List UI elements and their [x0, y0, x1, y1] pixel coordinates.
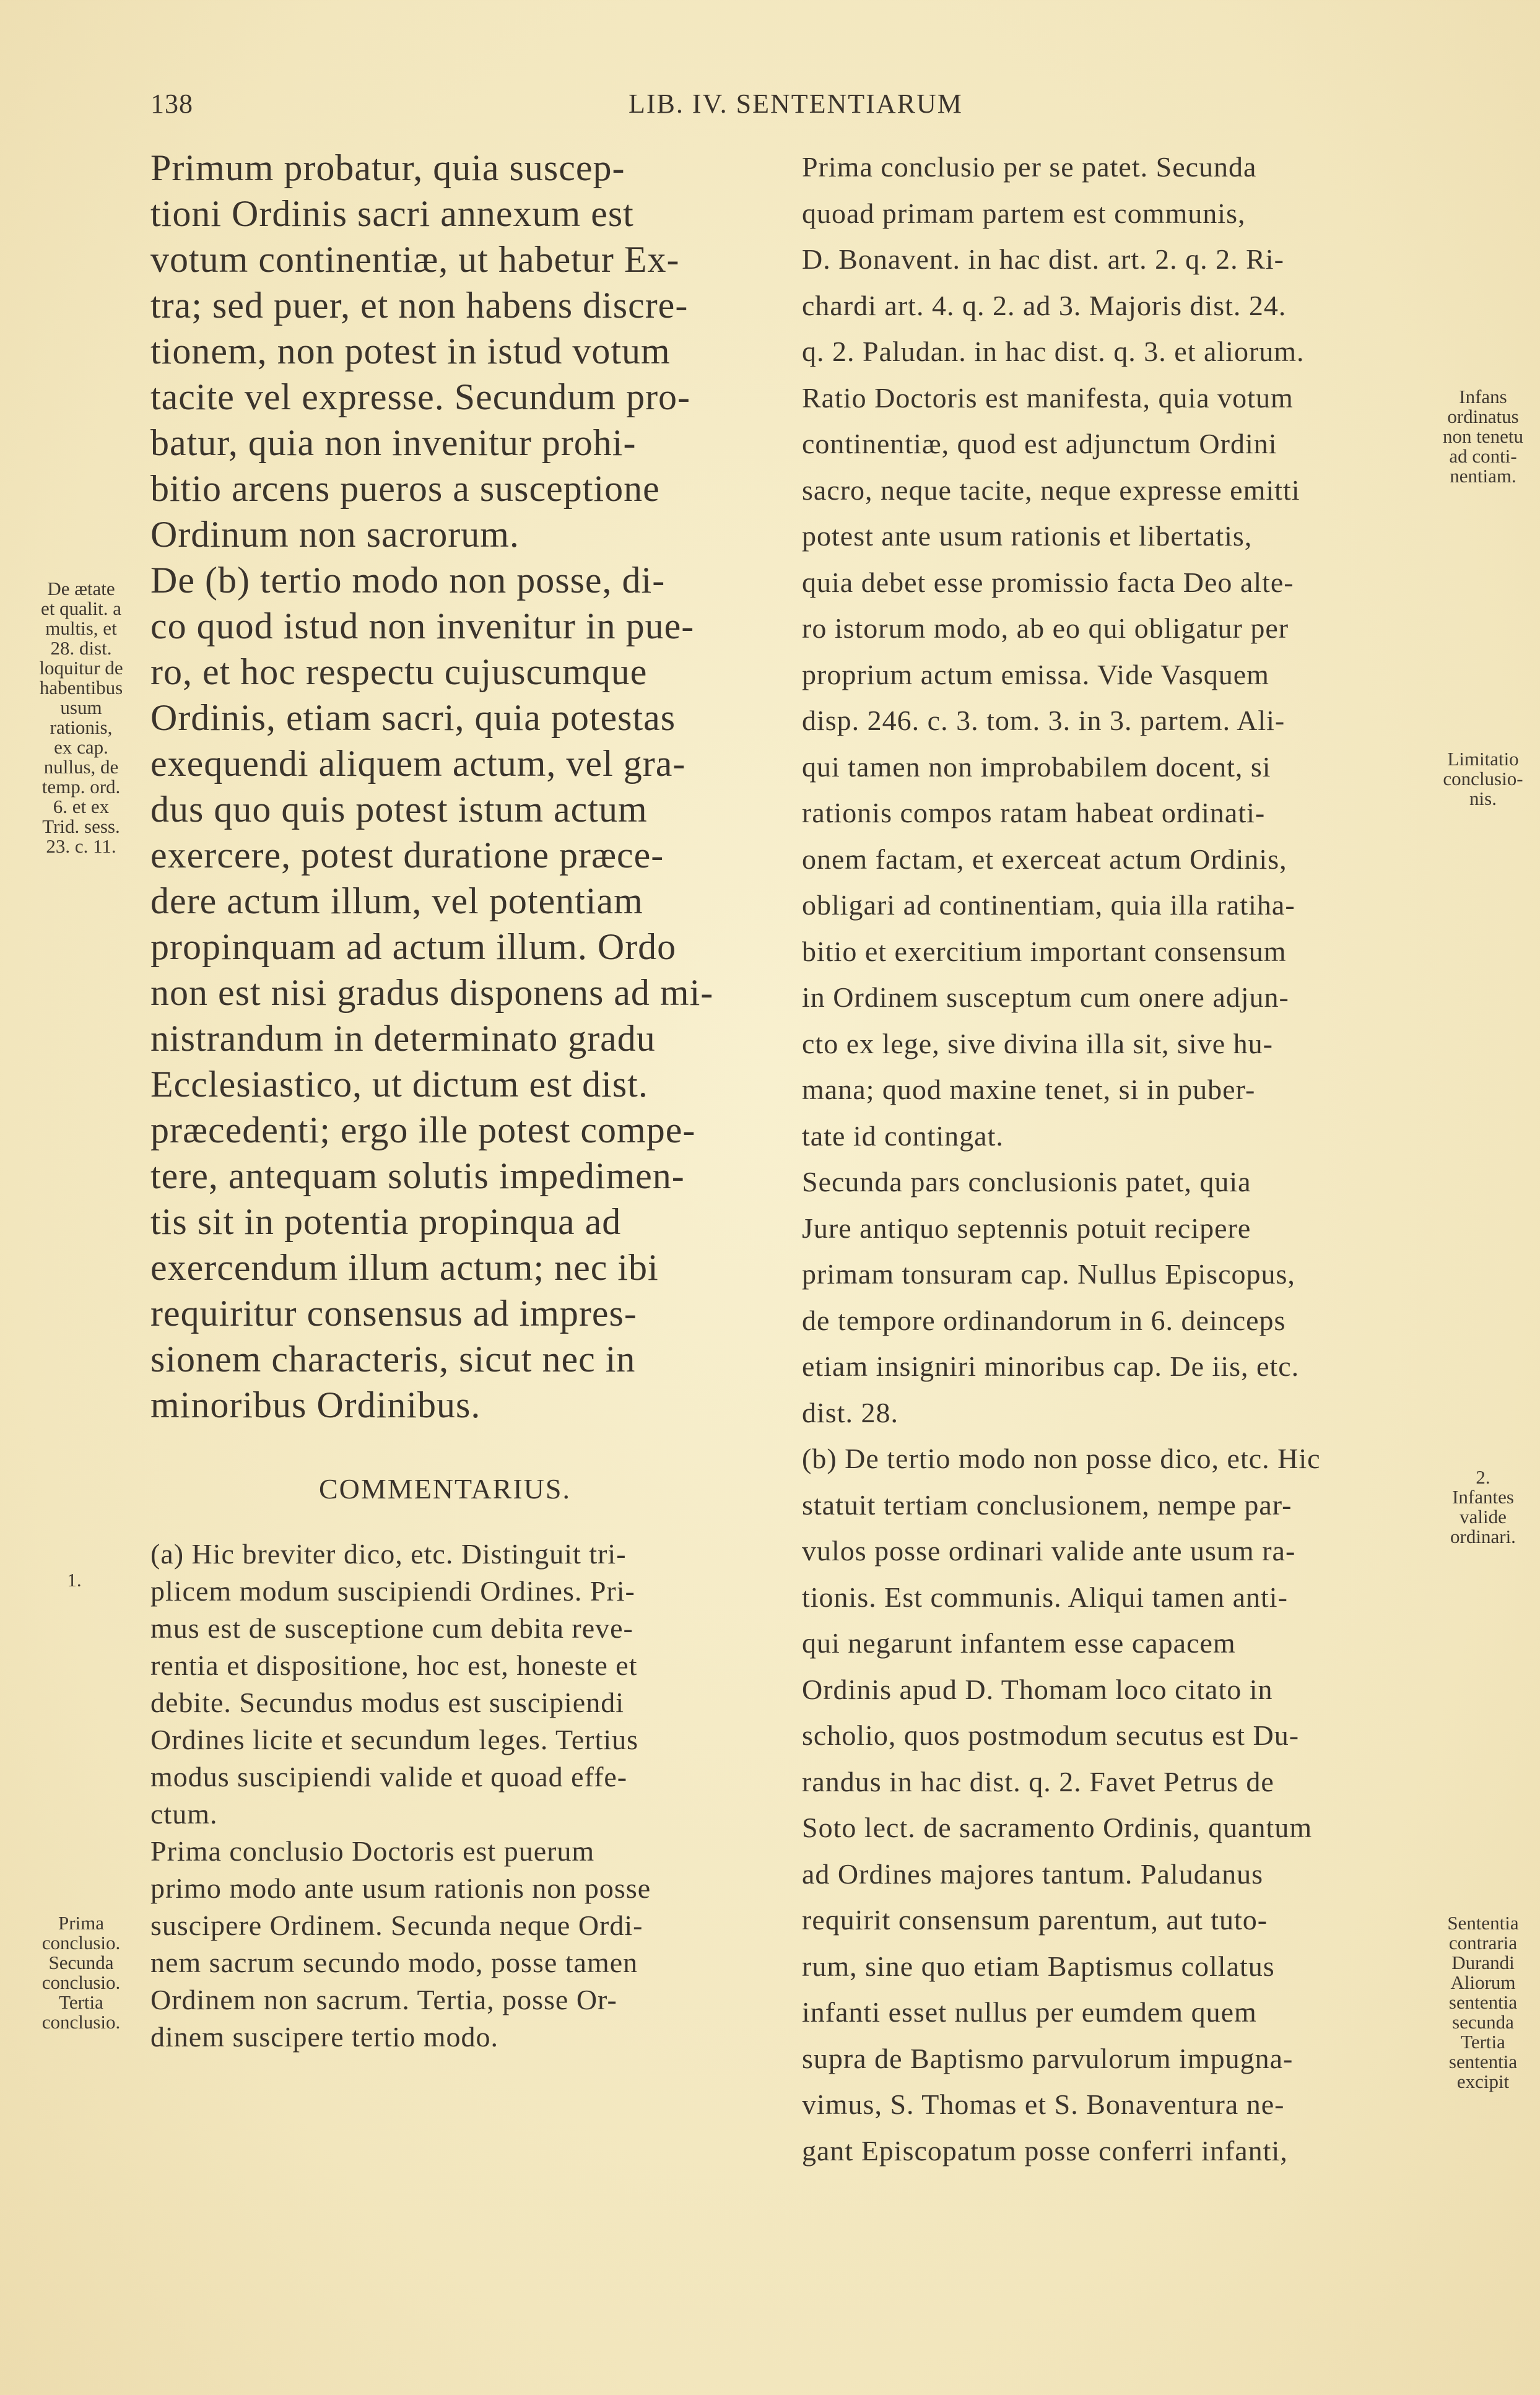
- text-line: (b) De tertio modo non posse dico, etc. Hic: [802, 1443, 1321, 1474]
- text-line: Prima conclusio Doctoris est puerum: [150, 1835, 595, 1867]
- text-line: mana; quod maxine tenet, si in puber-: [802, 1074, 1256, 1105]
- text-line: ad Ordines majores tantum. Paludanus: [802, 1858, 1264, 1890]
- text-line: tere, antequam solutis impedimen-: [150, 1155, 685, 1196]
- text-line: Jure antiquo septennis potuit recipere: [802, 1212, 1251, 1244]
- text-line: batur, quia non invenitur prohi-: [150, 422, 637, 463]
- text-line: debite. Secundus modus est suscipiendi: [150, 1687, 624, 1718]
- text-line: continentiæ, quod est adjunctum Ordini: [802, 428, 1277, 459]
- margin-note-left-1: De ætate et qualit. a multis, et 28. dist. loquitur de habentibus usum rationis, ex cap. nullus, de temp. ord. 6. et ex Trid. sess. 23. c. 11.: [39, 578, 123, 857]
- text-line: scholio, quos postmodum secutus est Du-: [802, 1719, 1300, 1751]
- text-line: tis sit in potentia propinqua ad: [150, 1201, 622, 1242]
- text-line: randus in hac dist. q. 2. Favet Petrus de: [802, 1765, 1274, 1797]
- text-line: de tempore ordinandorum in 6. deinceps: [802, 1304, 1286, 1336]
- text-line: De (b) tertio modo non posse, di-: [150, 560, 666, 601]
- text-line: sacro, neque tacite, neque expresse emitti: [802, 474, 1300, 506]
- text-line: qui tamen non improbabilem docent, si: [802, 750, 1271, 783]
- text-line: (a) Hic breviter dico, etc. Distinguit tri-: [150, 1538, 627, 1570]
- text-line: ro, et hoc respectu cujuscumque: [150, 651, 648, 692]
- text-line: tionem, non potest in istud votum: [150, 331, 671, 372]
- margin-note-right-4: Sententia contraria Durandi Aliorum sententia secunda Tertia sententia excipit: [1447, 1912, 1519, 2092]
- margin-note-right-1: Infans ordinatus non tenetu ad conti- nentiam.: [1443, 386, 1523, 487]
- text-line: minoribus Ordinibus.: [150, 1384, 481, 1425]
- text-line: ro istorum modo, ab eo qui obligatur per: [802, 612, 1289, 644]
- text-line: tioni Ordinis sacri annexum est: [150, 193, 634, 234]
- text-line: Ratio Doctoris est manifesta, quia votum: [802, 381, 1294, 414]
- text-line: exercere, potest duratione præce-: [150, 835, 664, 876]
- margin-note-left-number: 1.: [67, 1569, 82, 1591]
- text-line: tionis. Est communis. Aliqui tamen anti-: [802, 1581, 1288, 1613]
- text-line: Ordinis apud D. Thomam loco citato in: [802, 1673, 1273, 1705]
- text-line: Prima conclusio per se patet. Secunda: [802, 151, 1257, 183]
- text-line: rentia et dispositione, hoc est, honeste et: [150, 1650, 638, 1681]
- text-line: rum, sine quo etiam Baptismus collatus: [802, 1950, 1275, 1982]
- text-line: q. 2. Paludan. in hac dist. q. 3. et aliorum.: [802, 336, 1305, 367]
- text-line: votum continentiæ, ut habetur Ex-: [150, 239, 680, 280]
- text-line: propinquam ad actum illum. Ordo: [150, 926, 677, 967]
- text-line: sionem characteris, sicut nec in: [150, 1339, 636, 1380]
- text-line: requirit consensum parentum, aut tuto-: [802, 1904, 1268, 1936]
- text-line: cto ex lege, sive divina illa sit, sive hu-: [802, 1027, 1273, 1059]
- text-line: bitio arcens pueros a susceptione: [150, 468, 660, 509]
- text-line: Soto lect. de sacramento Ordinis, quantum: [802, 1812, 1313, 1843]
- text-line: exercendum illum actum; nec ibi: [150, 1247, 659, 1288]
- text-line: dere actum illum, vel potentiam: [150, 880, 643, 921]
- text-line: qui negarunt infantem esse capacem: [802, 1627, 1236, 1659]
- text-line: supra de Baptismo parvulorum impugna-: [802, 2042, 1294, 2074]
- text-line: proprium actum emissa. Vide Vasquem: [802, 658, 1269, 690]
- text-line: modus suscipiendi valide et quoad effe-: [150, 1761, 628, 1793]
- text-line: Secunda pars conclusionis patet, quia: [802, 1166, 1251, 1198]
- text-line: dinem suscipere tertio modo.: [150, 2021, 498, 2053]
- text-line: Ordinum non sacrorum.: [150, 514, 520, 555]
- text-line: primo modo ante usum rationis non posse: [150, 1872, 651, 1904]
- text-line: vulos posse ordinari valide ante usum ra-: [802, 1535, 1296, 1567]
- text-line: co quod istud non invenitur in pue-: [150, 606, 695, 646]
- text-line: nistrandum in determinato gradu: [150, 1018, 656, 1059]
- text-line: dist. 28.: [802, 1396, 898, 1428]
- running-head: LIB. IV. SENTENTIARUM: [629, 89, 963, 119]
- text-line: onem factam, et exerceat actum Ordinis,: [802, 843, 1287, 875]
- margin-note-right-3: 2. Infantes valide ordinari.: [1450, 1466, 1516, 1547]
- text-line: gant Episcopatum posse conferri infanti,: [802, 2134, 1288, 2167]
- text-line: quia debet esse promissio facta Deo alte-: [802, 566, 1294, 598]
- text-line: chardi art. 4. q. 2. ad 3. Majoris dist. 24.: [802, 289, 1287, 321]
- text-line: in Ordinem susceptum cum onere adjun-: [802, 981, 1289, 1013]
- page-number: 138: [150, 89, 193, 119]
- text-line: tacite vel expresse. Secundum pro-: [150, 376, 691, 417]
- text-line: bitio et exercitium important consensum: [802, 935, 1287, 967]
- text-line: Ordinis, etiam sacri, quia potestas: [150, 697, 676, 738]
- text-line: etiam insigniri minoribus cap. De iis, etc.: [802, 1350, 1300, 1382]
- text-line: infanti esset nullus per eumdem quem: [802, 1996, 1257, 2028]
- text-line: Ecclesiastico, ut dictum est dist.: [150, 1064, 648, 1105]
- text-line: præcedenti; ergo ille potest compe-: [150, 1110, 696, 1150]
- text-line: quoad primam partem est communis,: [802, 197, 1246, 229]
- margin-note-left-2: Prima conclusio. Secunda conclusio. Tertia conclusio.: [41, 1912, 121, 2033]
- text-line: mus est de susceptione cum debita reve-: [150, 1612, 633, 1644]
- text-line: potest ante usum rationis et libertatis,: [802, 520, 1253, 552]
- text-line: ctum.: [150, 1798, 218, 1830]
- text-line: requiritur consensus ad impres-: [150, 1293, 637, 1334]
- text-line: rationis compos ratam habeat ordinati-: [802, 797, 1266, 828]
- text-line: exequendi aliquem actum, vel gra-: [150, 743, 686, 784]
- text-line: obligari ad continentiam, quia illa ratiha-: [802, 889, 1295, 921]
- text-line: Ordines licite et secundum leges. Tertius: [150, 1724, 639, 1755]
- text-line: D. Bonavent. in hac dist. art. 2. q. 2. Ri-: [802, 243, 1284, 275]
- text-line: tra; sed puer, et non habens discre-: [150, 285, 689, 326]
- text-line: Ordinem non sacrum. Tertia, posse Or-: [150, 1984, 617, 2015]
- text-line: primam tonsuram cap. Nullus Episcopus,: [802, 1258, 1295, 1290]
- margin-note-right-2: Limitatio conclusio- nis.: [1443, 748, 1523, 809]
- text-line: disp. 246. c. 3. tom. 3. in 3. partem. Ali-: [802, 705, 1286, 736]
- text-line: plicem modum suscipiendi Ordines. Pri-: [150, 1575, 635, 1607]
- text-line: Primum probatur, quia suscep-: [150, 147, 625, 188]
- text-line: tate id contingat.: [802, 1119, 1004, 1152]
- text-line: nem sacrum secundo modo, posse tamen: [150, 1947, 638, 1978]
- text-line: suscipere Ordinem. Secunda neque Ordi-: [150, 1910, 643, 1941]
- text-line: vimus, S. Thomas et S. Bonaventura ne-: [802, 2089, 1285, 2120]
- text-line: statuit tertiam conclusionem, nempe par-: [802, 1489, 1292, 1521]
- commentary-heading: COMMENTARIUS.: [319, 1473, 571, 1505]
- text-line: dus quo quis potest istum actum: [150, 789, 648, 830]
- text-line: non est nisi gradus disponens ad mi-: [150, 972, 714, 1013]
